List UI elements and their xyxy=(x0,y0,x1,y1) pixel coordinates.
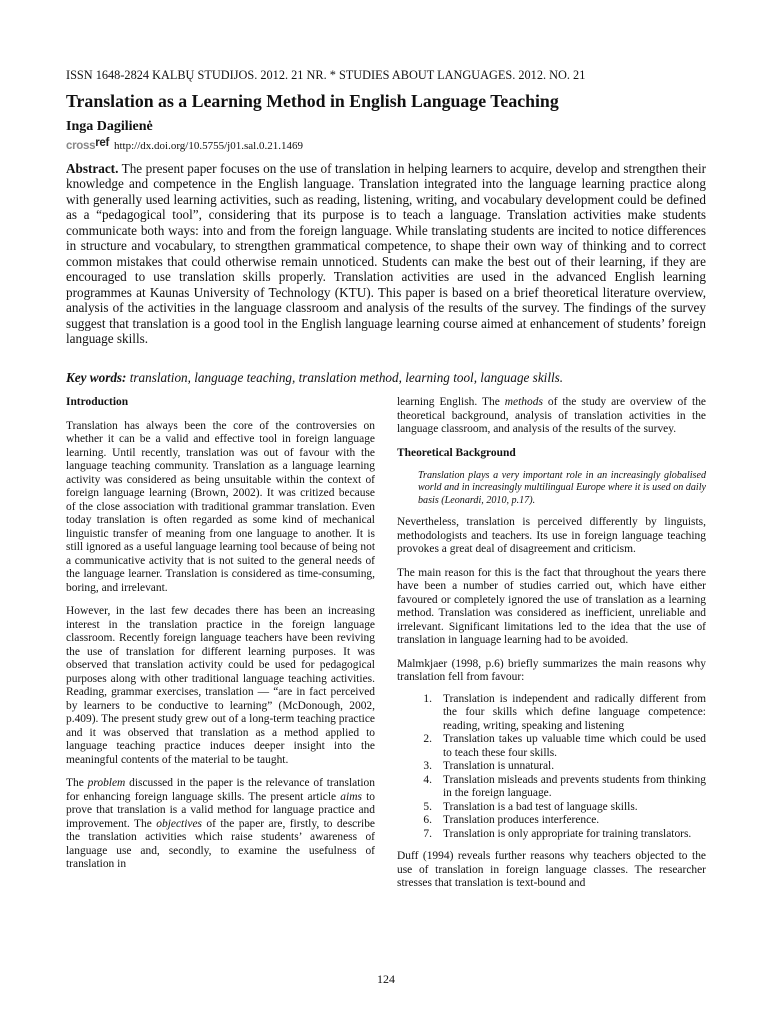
text-run: of the paper are, firstly, to describe the translation activities which raise students’ awareness of language use and, secondly, to examine the usefulness of translation in xyxy=(66,817,375,870)
reason-item xyxy=(397,760,706,774)
reason-text: Translation is a bad test of language skills. xyxy=(443,800,638,813)
reason-number: 2. xyxy=(423,733,432,746)
reason-number: 4. xyxy=(423,773,432,786)
methods-paragraph xyxy=(397,396,706,437)
reason-number: 6. xyxy=(423,814,432,827)
text-run: learning English. The xyxy=(397,396,505,408)
reason-item xyxy=(397,801,706,815)
section-heading-introduction: Introduction xyxy=(66,396,129,408)
reason-item xyxy=(397,774,706,801)
reason-text: Translation is unnatural. xyxy=(443,760,555,773)
emphasis-objectives: objectives xyxy=(156,817,202,830)
author-name: Inga Dagilienė xyxy=(66,119,153,134)
reason-number: 3. xyxy=(423,760,432,773)
background-paragraph-1: Nevertheless, translation is perceived differently by linguists, methodologists and teachers. Its use in foreign language teaching provokes a great deal of disagreement and criticism. xyxy=(397,516,706,556)
background-paragraph-4: Duff (1994) reveals further reasons why teachers objected to the use of translation in foreign language classes. The researcher stresses that translation is text-bound and xyxy=(397,850,706,890)
abstract xyxy=(66,161,706,346)
emphasis-problem: problem xyxy=(87,777,126,789)
keywords-text: translation, language teaching, translation method, learning tool, language skills. xyxy=(129,370,564,385)
background-paragraph-2: The main reason for this is the fact that throughout the years there have been a number of studies carried out, which have either favoured or completely ignored the use of translation as a learning method. Translation was considered as inefficient, unreliable and irrelevant. Significant limitations led to the idea that the use of translation in language learning had to be avoided. xyxy=(397,566,706,647)
reason-number: 5. xyxy=(423,800,432,813)
journal-header-line: ISSN 1648-2824 KALBŲ STUDIJOS. 2012. 21 NR. * STUDIES ABOUT LANGUAGES. 2012. NO. 21 xyxy=(66,68,586,82)
reason-number: 7. xyxy=(423,827,432,840)
intro-paragraph-3 xyxy=(66,777,375,872)
text-run: to prove that translation is a valid method for language practice and improvement. The xyxy=(66,790,375,830)
paper-title: Translation as a Learning Method in English Language Teaching xyxy=(66,91,559,111)
doi-row xyxy=(66,137,303,152)
text-run: of the study are overview of the theoretical background, analysis of translation activities in the language classroom, and analysis of the results of the survey. xyxy=(397,396,707,435)
background-paragraph-3: Malmkjaer (1998, p.6) briefly summarizes the main reasons why translation fell from favour: xyxy=(397,657,706,684)
intro-paragraph-2: However, in the last few decades there has been an increasing interest in the translation practice in the foreign language classroom. Recently foreign language teachers have been reviving the use of translation for different learning purposes. It was observed that translation activity could be used for pedagogical purposes along with other traditional language teaching activities. Reading, grammar exercises, translation — “are in fact perceived by learners to be conductive to learning” (McDonough, 2002, p.409). The present study grew out of a long-term teaching practice and it was observed that translation as a method applied to language teaching practice induces deeper insight into the meaningful contents of the material to be taught. xyxy=(66,605,375,766)
left-column xyxy=(66,396,375,882)
text-run: discussed in the paper is the relevance of translation for enhancing foreign language skills. The present article xyxy=(66,777,375,803)
intro-paragraph-1: Translation has always been the core of the controversies on whether it can be a valid and effective tool in foreign language learning. Until recently, translation was out of favour with the language teaching community. Translation as a language learning activity was considered as being unsuitable within the context of foreign language learning (Brown, 2002). It was critized because of the close association with traditional grammar translation. Even today translation is often regarded as some kind of mechanical linguistic transfer of meaning from one language to another. It is still ignored as a useful language learning tool because of being not a communicative activity that is not suited to the general needs of the language learner. Translation is considered as time-consuming, boring, and irrelevant. xyxy=(66,419,375,594)
keywords-label: Key words: xyxy=(66,370,127,385)
page-number: 124 xyxy=(377,972,395,986)
reason-item xyxy=(397,828,706,842)
reason-text: Translation is independent and radically different from the four skills which define language competence: reading, writing, speaking and listening xyxy=(443,692,706,732)
emphasis-methods: methods xyxy=(504,396,543,408)
reason-item xyxy=(397,733,706,760)
reason-item xyxy=(397,693,706,734)
reasons-list xyxy=(397,693,706,842)
reason-text: Translation produces interference. xyxy=(443,814,600,827)
abstract-label: Abstract. xyxy=(66,161,119,176)
doi-link[interactable]: http://dx.doi.org/10.5755/j01.sal.0.21.1469 xyxy=(114,140,303,152)
reason-text: Translation is only appropriate for training translators. xyxy=(443,827,692,840)
keywords xyxy=(66,370,706,385)
crossref-logo-icon: crossref xyxy=(66,137,109,152)
emphasis-aims: aims xyxy=(340,790,362,803)
right-column xyxy=(397,396,706,901)
reason-number: 1. xyxy=(423,692,432,705)
reason-text: Translation takes up valuable time which could be used to teach these four skills. xyxy=(443,733,706,759)
block-quote: Translation plays a very important role in an increasingly globalised world and in increasingly multilingual Europe where it is used on daily basis (Leonardi, 2010, p.17). xyxy=(418,470,706,506)
text-run: The xyxy=(66,777,88,789)
reason-text: Translation misleads and prevents students from thinking in the foreign language. xyxy=(443,773,706,800)
reason-item xyxy=(397,814,706,828)
abstract-text: The present paper focuses on the use of translation in helping learners to acquire, develop and strengthen their knowledge and competence in the English language. Translation integrated into the language learning practice along with generally used learning activities, such as reading, listening, writing, and vocabulary development could be defined as a “pedagogical tool”, considering that its purpose is to teach a language. Translation activities make students communicate both ways: into and from the foreign language. While translating students are incited to notice differences in structure and vocabulary, to strengthen grammatical competence, to shape their own way of thinking and to correct common mistakes that could otherwise remain unnoticed. Students can make the best out of their learning, if they are encouraged to use translation skills properly. Translation activities are used in the advanced English learning programmes at Kaunas University of Technology (KTU). This paper is based on a brief theoretical literature overview, analysis of the activities in the language classroom and analysis of the results of the survey. The findings of the survey suggest that translation is a good tool in the English language learning course aimed at enhancement of students’ foreign language skills. xyxy=(66,161,706,346)
section-heading-theoretical-background: Theoretical Background xyxy=(397,446,516,459)
